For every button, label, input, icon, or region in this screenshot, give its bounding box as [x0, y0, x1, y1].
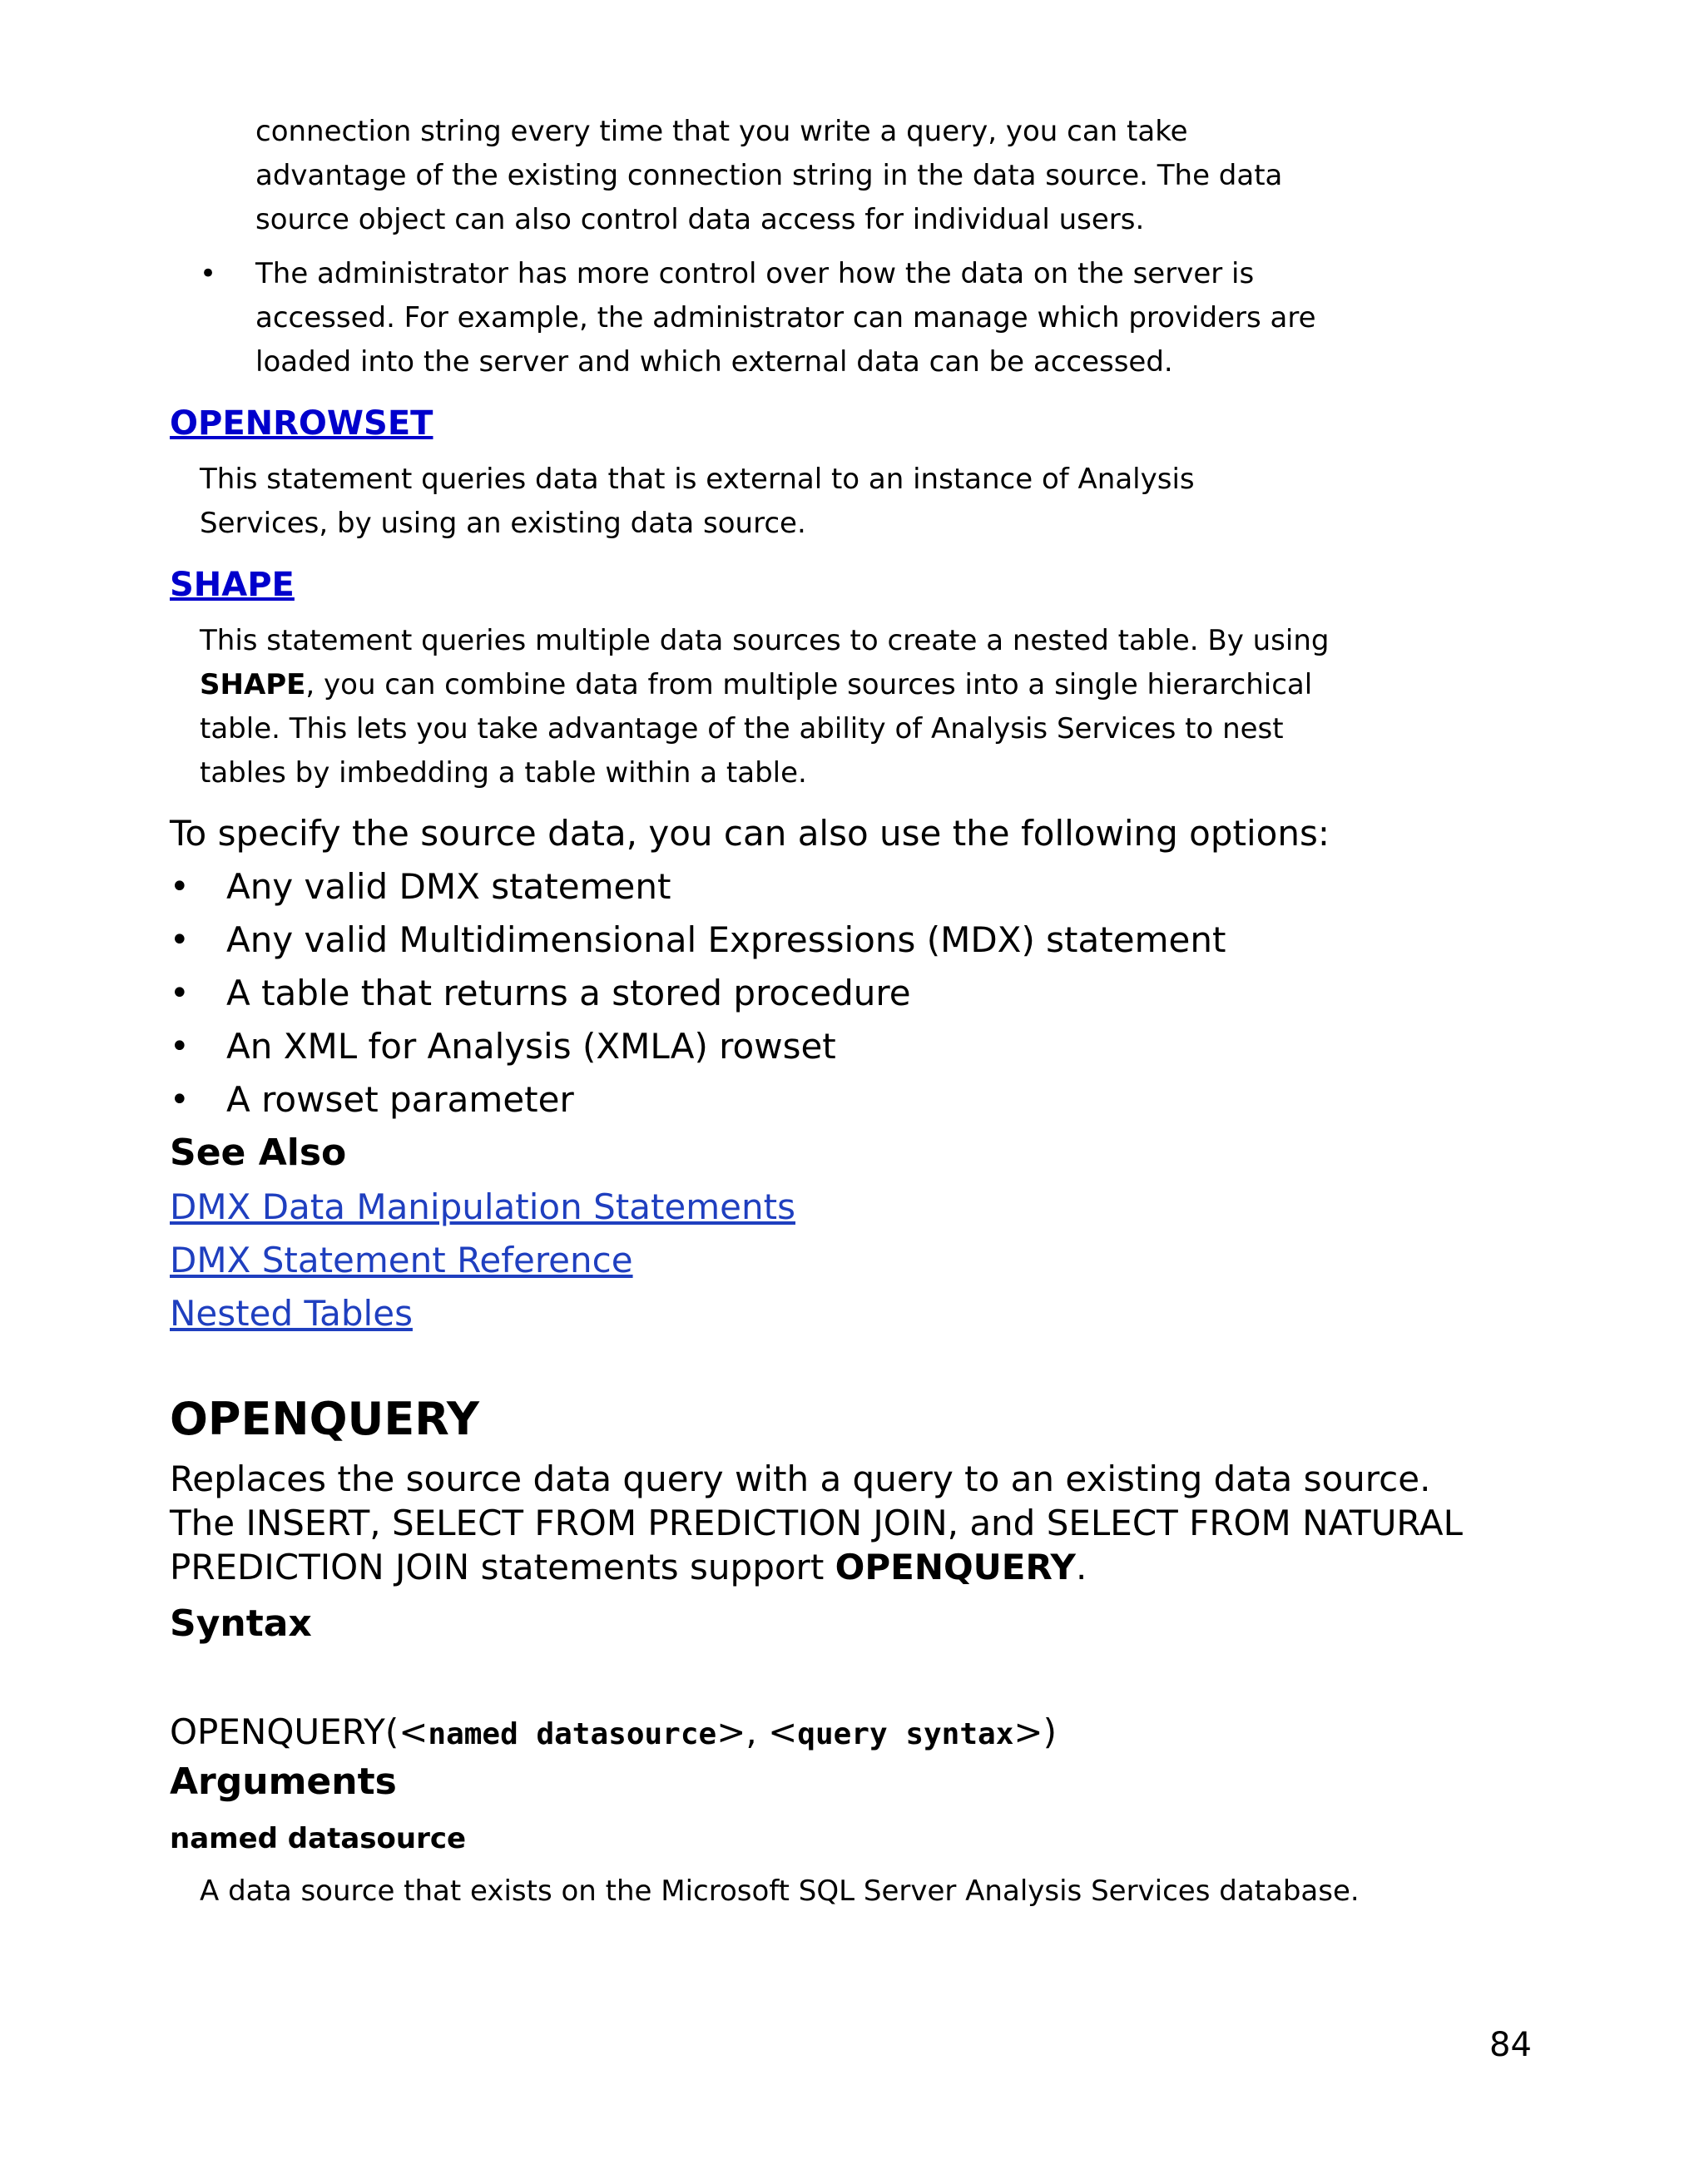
openquery-description: [170, 1457, 1501, 1589]
bullet-dot: •: [170, 921, 190, 959]
shape-desc-part2: , you can combine data from multiple sources into a single hierarchical table. This lets you take advantage of the ability of Analysis Services to nest tables by imbedding a table within a table.: [200, 668, 1313, 790]
page-title: OPENQUERY: [170, 1393, 479, 1445]
argument-desc-named-datasource: A data source that exists on the Microsoft SQL Server Analysis Services database.: [200, 1874, 1360, 1908]
openquery-desc-bold: OPENQUERY: [835, 1547, 1076, 1587]
page-number: 84: [1489, 2026, 1532, 2064]
syntax-suffix: >): [1013, 1711, 1057, 1752]
openquery-desc-part2: .: [1075, 1547, 1087, 1587]
syntax-prefix: OPENQUERY(<: [170, 1711, 428, 1752]
see-also-link-dmx-statement-reference[interactable]: DMX Statement Reference: [170, 1240, 633, 1280]
bullet-dot: •: [170, 1081, 190, 1119]
bullet-dot: •: [170, 868, 190, 906]
option-item: An XML for Analysis (XMLA) rowset: [226, 1026, 836, 1067]
option-item: Any valid Multidimensional Expressions (MDX) statement: [226, 919, 1226, 960]
shape-desc-bold: SHAPE: [200, 668, 306, 701]
bullet-dot: •: [170, 1028, 190, 1066]
shape-link[interactable]: SHAPE: [170, 566, 295, 604]
option-item: A table that returns a stored procedure: [226, 973, 911, 1013]
option-item: A rowset parameter: [226, 1079, 574, 1120]
bullet-dot: •: [200, 257, 217, 290]
syntax-line: [170, 1706, 1057, 1761]
openrowset-link[interactable]: OPENROWSET: [170, 404, 433, 443]
arguments-heading: Arguments: [170, 1761, 397, 1803]
syntax-arg-named-datasource: named datasource: [428, 1717, 717, 1751]
syntax-separator: >, <: [716, 1711, 798, 1752]
options-intro: To specify the source data, you can also use the following options:: [170, 813, 1330, 854]
admin-bullet-text: The administrator has more control over how the data on the server is accessed. For example, the administrator can manage which providers are loaded into the server and which external data can be accessed.: [255, 257, 1316, 379]
option-item: Any valid DMX statement: [226, 866, 671, 907]
see-also-link-dmx-data-manipulation[interactable]: DMX Data Manipulation Statements: [170, 1186, 795, 1227]
shape-description: [200, 619, 1331, 795]
see-also-link-nested-tables[interactable]: Nested Tables: [170, 1293, 413, 1334]
syntax-arg-query-syntax: query syntax: [797, 1717, 1014, 1751]
argument-term-named-datasource: named datasource: [170, 1822, 467, 1855]
shape-desc-part1: This statement queries multiple data sources to create a nested table. By using: [200, 624, 1330, 657]
syntax-heading: Syntax: [170, 1602, 312, 1645]
openquery-desc-part1: Replaces the source data query with a query to an existing data source. The INSERT, SELECT FROM PREDICTION JOIN, and SELECT FROM NATURAL PREDICTION JOIN statements support: [170, 1458, 1464, 1587]
intro-continuation-text: connection string every time that you write a query, you can take advantage of the existing connection string in the data source. The data source object can also control data access for individual users.: [255, 115, 1283, 236]
openrowset-description: This statement queries data that is external to an instance of Analysis Services, by using an existing data source.: [200, 463, 1195, 540]
bullet-dot: •: [170, 974, 190, 1013]
see-also-heading: See Also: [170, 1132, 347, 1174]
